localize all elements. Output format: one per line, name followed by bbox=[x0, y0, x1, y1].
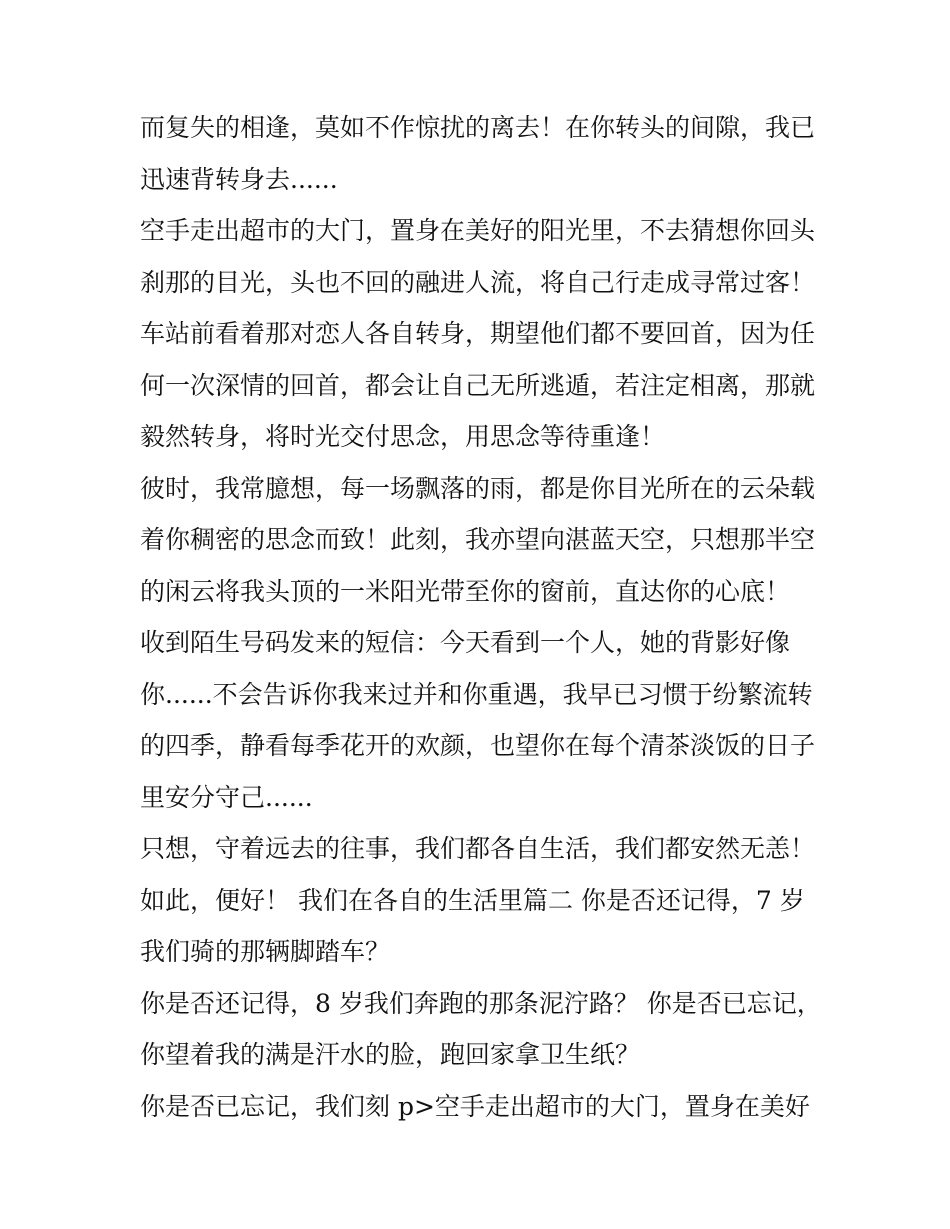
text-line: 彼时，我常臆想，每一场飘落的雨，都是你目光所在的云朵载 bbox=[140, 473, 816, 503]
text-line: 只想，守着远去的往事，我们都各自生活，我们都安然无恙！ bbox=[140, 834, 816, 863]
text-line: 车站前看着那对恋人各自转身，期望他们都不要回首，因为任 bbox=[140, 319, 816, 348]
text-line: 毅然转身，将时光交付思念，用思念等待重逢！ bbox=[140, 422, 666, 451]
text-line: 何一次深情的回首，都会让自己无所逃遁，若注定相离，那就 bbox=[140, 370, 816, 400]
text-line: 收到陌生号码发来的短信：今天看到一个人，她的背影好像 bbox=[140, 628, 791, 657]
text-line: 你望着我的满是汗水的脸，跑回家拿卫生纸？ bbox=[140, 1040, 641, 1069]
text-line: 你是否已忘记，我们刻 p>空手走出超市的大门，置身在美好 bbox=[140, 1091, 810, 1121]
text-line: 的闲云将我头顶的一米阳光带至你的窗前，直达你的心底！ bbox=[140, 576, 791, 606]
text-line: 空手走出超市的大门，置身在美好的阳光里，不去猜想你回头 bbox=[140, 216, 816, 245]
text-line: 着你稠密的思念而致！此刻，我亦望向湛蓝天空，只想那半空 bbox=[140, 525, 816, 554]
text-line: 的四季，静看每季花开的欢颜，也望你在每个清茶淡饭的日子 bbox=[140, 731, 816, 760]
body-text bbox=[140, 102, 820, 1132]
text-line: 如此，便好！ 我们在各自的生活里篇二 你是否还记得，7 岁 bbox=[140, 885, 805, 915]
text-line: 而复失的相逢，莫如不作惊扰的离去！在你转头的间隙，我已 bbox=[140, 113, 816, 142]
text-line: 你......不会告诉你我来过并和你重遇，我早已习惯于纷繁流转 bbox=[140, 679, 813, 709]
text-line: 迅速背转身去...... bbox=[140, 164, 338, 194]
text-line: 刹那的目光，头也不回的融进人流，将自己行走成寻常过客！ bbox=[140, 267, 816, 297]
text-line: 我们骑的那辆脚踏车？ bbox=[140, 937, 391, 966]
text-line: 你是否还记得，8 岁我们奔跑的那条泥泞路？ 你是否已忘记， bbox=[140, 988, 822, 1018]
text-line: 里安分守己...... bbox=[140, 782, 313, 812]
